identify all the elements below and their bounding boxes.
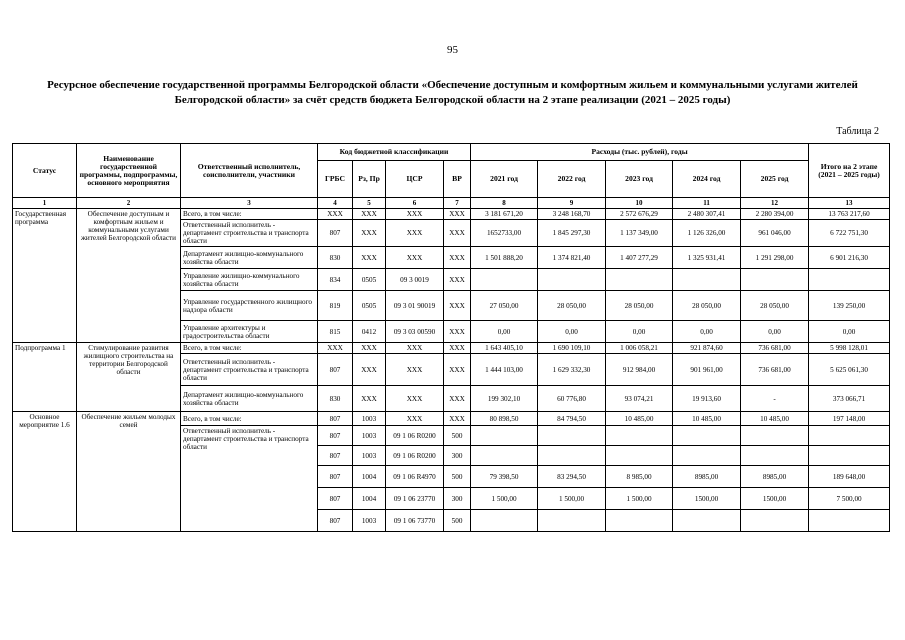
total-cell: 139 250,00 — [809, 291, 890, 321]
document-title: Ресурсное обеспечение государственной программы Белгородской области «Обеспечение доступным и комфортным жильем и коммунальными услугами жителей Белгородской области» за счёт средств бюджета Белгородской области на 2 этапе реализации (2021 – 2025 годы) — [47, 79, 858, 106]
grbs-cell: 807 — [318, 354, 353, 386]
header-2021: 2021 год — [471, 161, 538, 198]
value-2025: 2 280 394,00 — [741, 209, 809, 220]
value-2023: 1 500,00 — [606, 488, 673, 510]
total-cell: 7 500,00 — [809, 488, 890, 510]
status-cell: Основное мероприятие 1.6 — [13, 412, 77, 532]
column-number-row — [13, 198, 890, 209]
value-2022: 0,00 — [538, 321, 606, 343]
value-2022: 60 776,80 — [538, 386, 606, 412]
vr-cell: 500 — [444, 426, 471, 446]
header-expenses: Расходы (тыс. рублей), годы — [471, 144, 809, 161]
value-2022: 1 845 297,30 — [538, 220, 606, 247]
value-2022 — [538, 269, 606, 291]
resource-table — [12, 143, 890, 532]
value-2023 — [606, 510, 673, 532]
header-2025: 2025 год — [741, 161, 809, 198]
header-budget-code: Код бюджетной классификации — [318, 144, 471, 161]
value-2021: 80 898,50 — [471, 412, 538, 426]
value-2021: 3 181 671,20 — [471, 209, 538, 220]
value-2025: 0,00 — [741, 321, 809, 343]
csr-cell: XXX — [386, 412, 444, 426]
value-2024: 901 961,00 — [673, 354, 741, 386]
value-2025: 1500,00 — [741, 488, 809, 510]
rz-pr-cell: 1003 — [353, 510, 386, 532]
status-cell: Подпрограмма 1 — [13, 343, 77, 412]
value-2022: 3 248 168,70 — [538, 209, 606, 220]
grbs-cell: 834 — [318, 269, 353, 291]
rz-pr-cell: 0505 — [353, 291, 386, 321]
value-2025: 736 681,00 — [741, 354, 809, 386]
table-row — [13, 343, 890, 354]
column-number: 13 — [809, 198, 890, 209]
executor-cell: Управление государственного жилищного надзора области — [181, 291, 318, 321]
csr-cell: 09 1 06 23770 — [386, 488, 444, 510]
vr-cell: XXX — [444, 386, 471, 412]
total-cell: 6 722 751,30 — [809, 220, 890, 247]
value-2021: 1 643 405,10 — [471, 343, 538, 354]
total-cell — [809, 269, 890, 291]
rz-pr-cell: 1004 — [353, 488, 386, 510]
value-2023: 28 050,00 — [606, 291, 673, 321]
vr-cell: 300 — [444, 446, 471, 466]
value-2021: 0,00 — [471, 321, 538, 343]
value-2022: 84 794,50 — [538, 412, 606, 426]
header-name: Наименование государственной программы, подпрограммы, основного мероприятия — [77, 144, 181, 198]
header-2022: 2022 год — [538, 161, 606, 198]
column-number: 12 — [741, 198, 809, 209]
vr-cell: XXX — [444, 412, 471, 426]
rz-pr-cell: XXX — [353, 220, 386, 247]
value-2025 — [741, 446, 809, 466]
value-2024: 2 480 307,41 — [673, 209, 741, 220]
rz-pr-cell: 1003 — [353, 446, 386, 466]
grbs-cell: 819 — [318, 291, 353, 321]
header-2023: 2023 год — [606, 161, 673, 198]
value-2021: 199 302,10 — [471, 386, 538, 412]
column-number: 9 — [538, 198, 606, 209]
value-2024: 1500,00 — [673, 488, 741, 510]
total-cell — [809, 446, 890, 466]
csr-cell: XXX — [386, 220, 444, 247]
value-2021 — [471, 510, 538, 532]
csr-cell: 09 1 06 R0200 — [386, 446, 444, 466]
csr-cell: 09 3 03 00590 — [386, 321, 444, 343]
value-2022 — [538, 510, 606, 532]
header-total: Итого на 2 этапе (2021 – 2025 годы) — [809, 144, 890, 198]
column-number: 1 — [13, 198, 77, 209]
vr-cell: 300 — [444, 488, 471, 510]
grbs-cell: 807 — [318, 412, 353, 426]
value-2025 — [741, 269, 809, 291]
csr-cell: 09 3 0019 — [386, 269, 444, 291]
total-cell: 189 648,00 — [809, 466, 890, 488]
table-body — [13, 209, 890, 532]
grbs-cell: 807 — [318, 220, 353, 247]
csr-cell: XXX — [386, 209, 444, 220]
column-number: 4 — [318, 198, 353, 209]
value-2024: 19 913,60 — [673, 386, 741, 412]
rz-pr-cell: 1003 — [353, 426, 386, 446]
value-2022: 28 050,00 — [538, 291, 606, 321]
vr-cell: XXX — [444, 269, 471, 291]
csr-cell: XXX — [386, 354, 444, 386]
value-2021 — [471, 426, 538, 446]
grbs-cell: XXX — [318, 209, 353, 220]
value-2021: 1652733,00 — [471, 220, 538, 247]
value-2024 — [673, 426, 741, 446]
value-2023: 93 074,21 — [606, 386, 673, 412]
executor-cell: Всего, в том числе: — [181, 343, 318, 354]
vr-cell: XXX — [444, 354, 471, 386]
value-2022 — [538, 446, 606, 466]
grbs-cell: XXX — [318, 343, 353, 354]
value-2022: 1 500,00 — [538, 488, 606, 510]
value-2021: 79 398,50 — [471, 466, 538, 488]
csr-cell: XXX — [386, 386, 444, 412]
value-2024: 0,00 — [673, 321, 741, 343]
vr-cell: XXX — [444, 247, 471, 269]
value-2024: 1 325 931,41 — [673, 247, 741, 269]
value-2023: 912 984,00 — [606, 354, 673, 386]
value-2022: 1 690 109,10 — [538, 343, 606, 354]
executor-cell: Управление жилищно-коммунального хозяйства области — [181, 269, 318, 291]
value-2025 — [741, 510, 809, 532]
grbs-cell: 807 — [318, 510, 353, 532]
grbs-cell: 807 — [318, 466, 353, 488]
rz-pr-cell: 0505 — [353, 269, 386, 291]
total-cell — [809, 510, 890, 532]
table-row — [13, 209, 890, 220]
header-csr: ЦСР — [386, 161, 444, 198]
total-cell: 5 625 061,30 — [809, 354, 890, 386]
grbs-cell: 830 — [318, 247, 353, 269]
total-cell: 197 148,00 — [809, 412, 890, 426]
value-2025: 961 046,00 — [741, 220, 809, 247]
header-executor: Ответственный исполнитель, соисполнители, участники — [181, 144, 318, 198]
rz-pr-cell: XXX — [353, 354, 386, 386]
executor-cell: Всего, в том числе: — [181, 209, 318, 220]
value-2023: 1 137 349,00 — [606, 220, 673, 247]
value-2023 — [606, 269, 673, 291]
value-2024: 28 050,00 — [673, 291, 741, 321]
value-2021: 27 050,00 — [471, 291, 538, 321]
value-2025: 8985,00 — [741, 466, 809, 488]
status-cell: Государственная программа — [13, 209, 77, 343]
csr-cell: XXX — [386, 343, 444, 354]
value-2023: 2 572 676,29 — [606, 209, 673, 220]
grbs-cell: 807 — [318, 446, 353, 466]
header-2024: 2024 год — [673, 161, 741, 198]
value-2024 — [673, 510, 741, 532]
program-name-cell: Стимулирование развития жилищного строительства на территории Белгородской области — [77, 343, 181, 412]
rz-pr-cell: XXX — [353, 343, 386, 354]
value-2025: 28 050,00 — [741, 291, 809, 321]
column-number: 3 — [181, 198, 318, 209]
value-2023: 1 006 058,21 — [606, 343, 673, 354]
vr-cell: 500 — [444, 466, 471, 488]
total-cell: 5 998 128,01 — [809, 343, 890, 354]
total-cell — [809, 426, 890, 446]
value-2023 — [606, 446, 673, 466]
page-number: 95 — [447, 44, 458, 56]
column-number: 2 — [77, 198, 181, 209]
total-cell: 13 763 217,60 — [809, 209, 890, 220]
column-number: 11 — [673, 198, 741, 209]
value-2025: 736 681,00 — [741, 343, 809, 354]
value-2024 — [673, 446, 741, 466]
executor-cell: Департамент жилищно-коммунального хозяйства области — [181, 247, 318, 269]
csr-cell: 09 1 06 R0200 — [386, 426, 444, 446]
csr-cell: 09 1 06 73770 — [386, 510, 444, 532]
column-number: 8 — [471, 198, 538, 209]
program-name-cell: Обеспечение жильем молодых семей — [77, 412, 181, 532]
value-2021: 1 444 103,00 — [471, 354, 538, 386]
value-2024: 1 126 326,00 — [673, 220, 741, 247]
vr-cell: XXX — [444, 291, 471, 321]
executor-cell: Ответственный исполнитель - департамент строительства и транспорта области — [181, 220, 318, 247]
program-name-cell: Обеспечение доступным и комфортным жильем и коммунальными услугами жителей Белгородской области — [77, 209, 181, 343]
executor-cell: Управление архитектуры и градостроительства области — [181, 321, 318, 343]
table-row — [13, 412, 890, 426]
total-cell: 0,00 — [809, 321, 890, 343]
table-label: Таблица 2 — [836, 126, 879, 137]
vr-cell: XXX — [444, 343, 471, 354]
csr-cell: XXX — [386, 247, 444, 269]
value-2024: 8985,00 — [673, 466, 741, 488]
header-vr: ВР — [444, 161, 471, 198]
executor-cell: Департамент жилищно-коммунального хозяйства области — [181, 386, 318, 412]
executor-cell: Ответственный исполнитель - департамент строительства и транспорта области — [181, 354, 318, 386]
column-number: 5 — [353, 198, 386, 209]
total-cell: 373 066,71 — [809, 386, 890, 412]
header-rz-pr: Рз, Пр — [353, 161, 386, 198]
vr-cell: XXX — [444, 220, 471, 247]
vr-cell: XXX — [444, 321, 471, 343]
value-2024: 10 485,00 — [673, 412, 741, 426]
value-2023: 10 485,00 — [606, 412, 673, 426]
rz-pr-cell: XXX — [353, 247, 386, 269]
column-number: 6 — [386, 198, 444, 209]
vr-cell: XXX — [444, 209, 471, 220]
value-2025: - — [741, 386, 809, 412]
value-2023 — [606, 426, 673, 446]
column-number: 10 — [606, 198, 673, 209]
rz-pr-cell: 1003 — [353, 412, 386, 426]
value-2023: 0,00 — [606, 321, 673, 343]
grbs-cell: 807 — [318, 488, 353, 510]
csr-cell: 09 3 01 90019 — [386, 291, 444, 321]
value-2022: 83 294,50 — [538, 466, 606, 488]
value-2024 — [673, 269, 741, 291]
column-number: 7 — [444, 198, 471, 209]
csr-cell: 09 1 06 R4970 — [386, 466, 444, 488]
rz-pr-cell: 1004 — [353, 466, 386, 488]
rz-pr-cell: XXX — [353, 209, 386, 220]
executor-cell: Ответственный исполнитель - департамент строительства и транспорта области — [181, 426, 318, 532]
value-2025 — [741, 426, 809, 446]
value-2023: 1 407 277,29 — [606, 247, 673, 269]
value-2025: 10 485,00 — [741, 412, 809, 426]
header-grbs: ГРБС — [318, 161, 353, 198]
value-2021 — [471, 446, 538, 466]
value-2022: 1 629 332,30 — [538, 354, 606, 386]
header-status: Статус — [13, 144, 77, 198]
rz-pr-cell: 0412 — [353, 321, 386, 343]
value-2025: 1 291 298,00 — [741, 247, 809, 269]
grbs-cell: 830 — [318, 386, 353, 412]
value-2021: 1 501 888,20 — [471, 247, 538, 269]
value-2023: 8 985,00 — [606, 466, 673, 488]
rz-pr-cell: XXX — [353, 386, 386, 412]
grbs-cell: 807 — [318, 426, 353, 446]
grbs-cell: 815 — [318, 321, 353, 343]
executor-cell: Всего, в том числе: — [181, 412, 318, 426]
total-cell: 6 901 216,30 — [809, 247, 890, 269]
value-2024: 921 874,60 — [673, 343, 741, 354]
value-2021 — [471, 269, 538, 291]
value-2022 — [538, 426, 606, 446]
value-2021: 1 500,00 — [471, 488, 538, 510]
value-2022: 1 374 821,40 — [538, 247, 606, 269]
vr-cell: 500 — [444, 510, 471, 532]
